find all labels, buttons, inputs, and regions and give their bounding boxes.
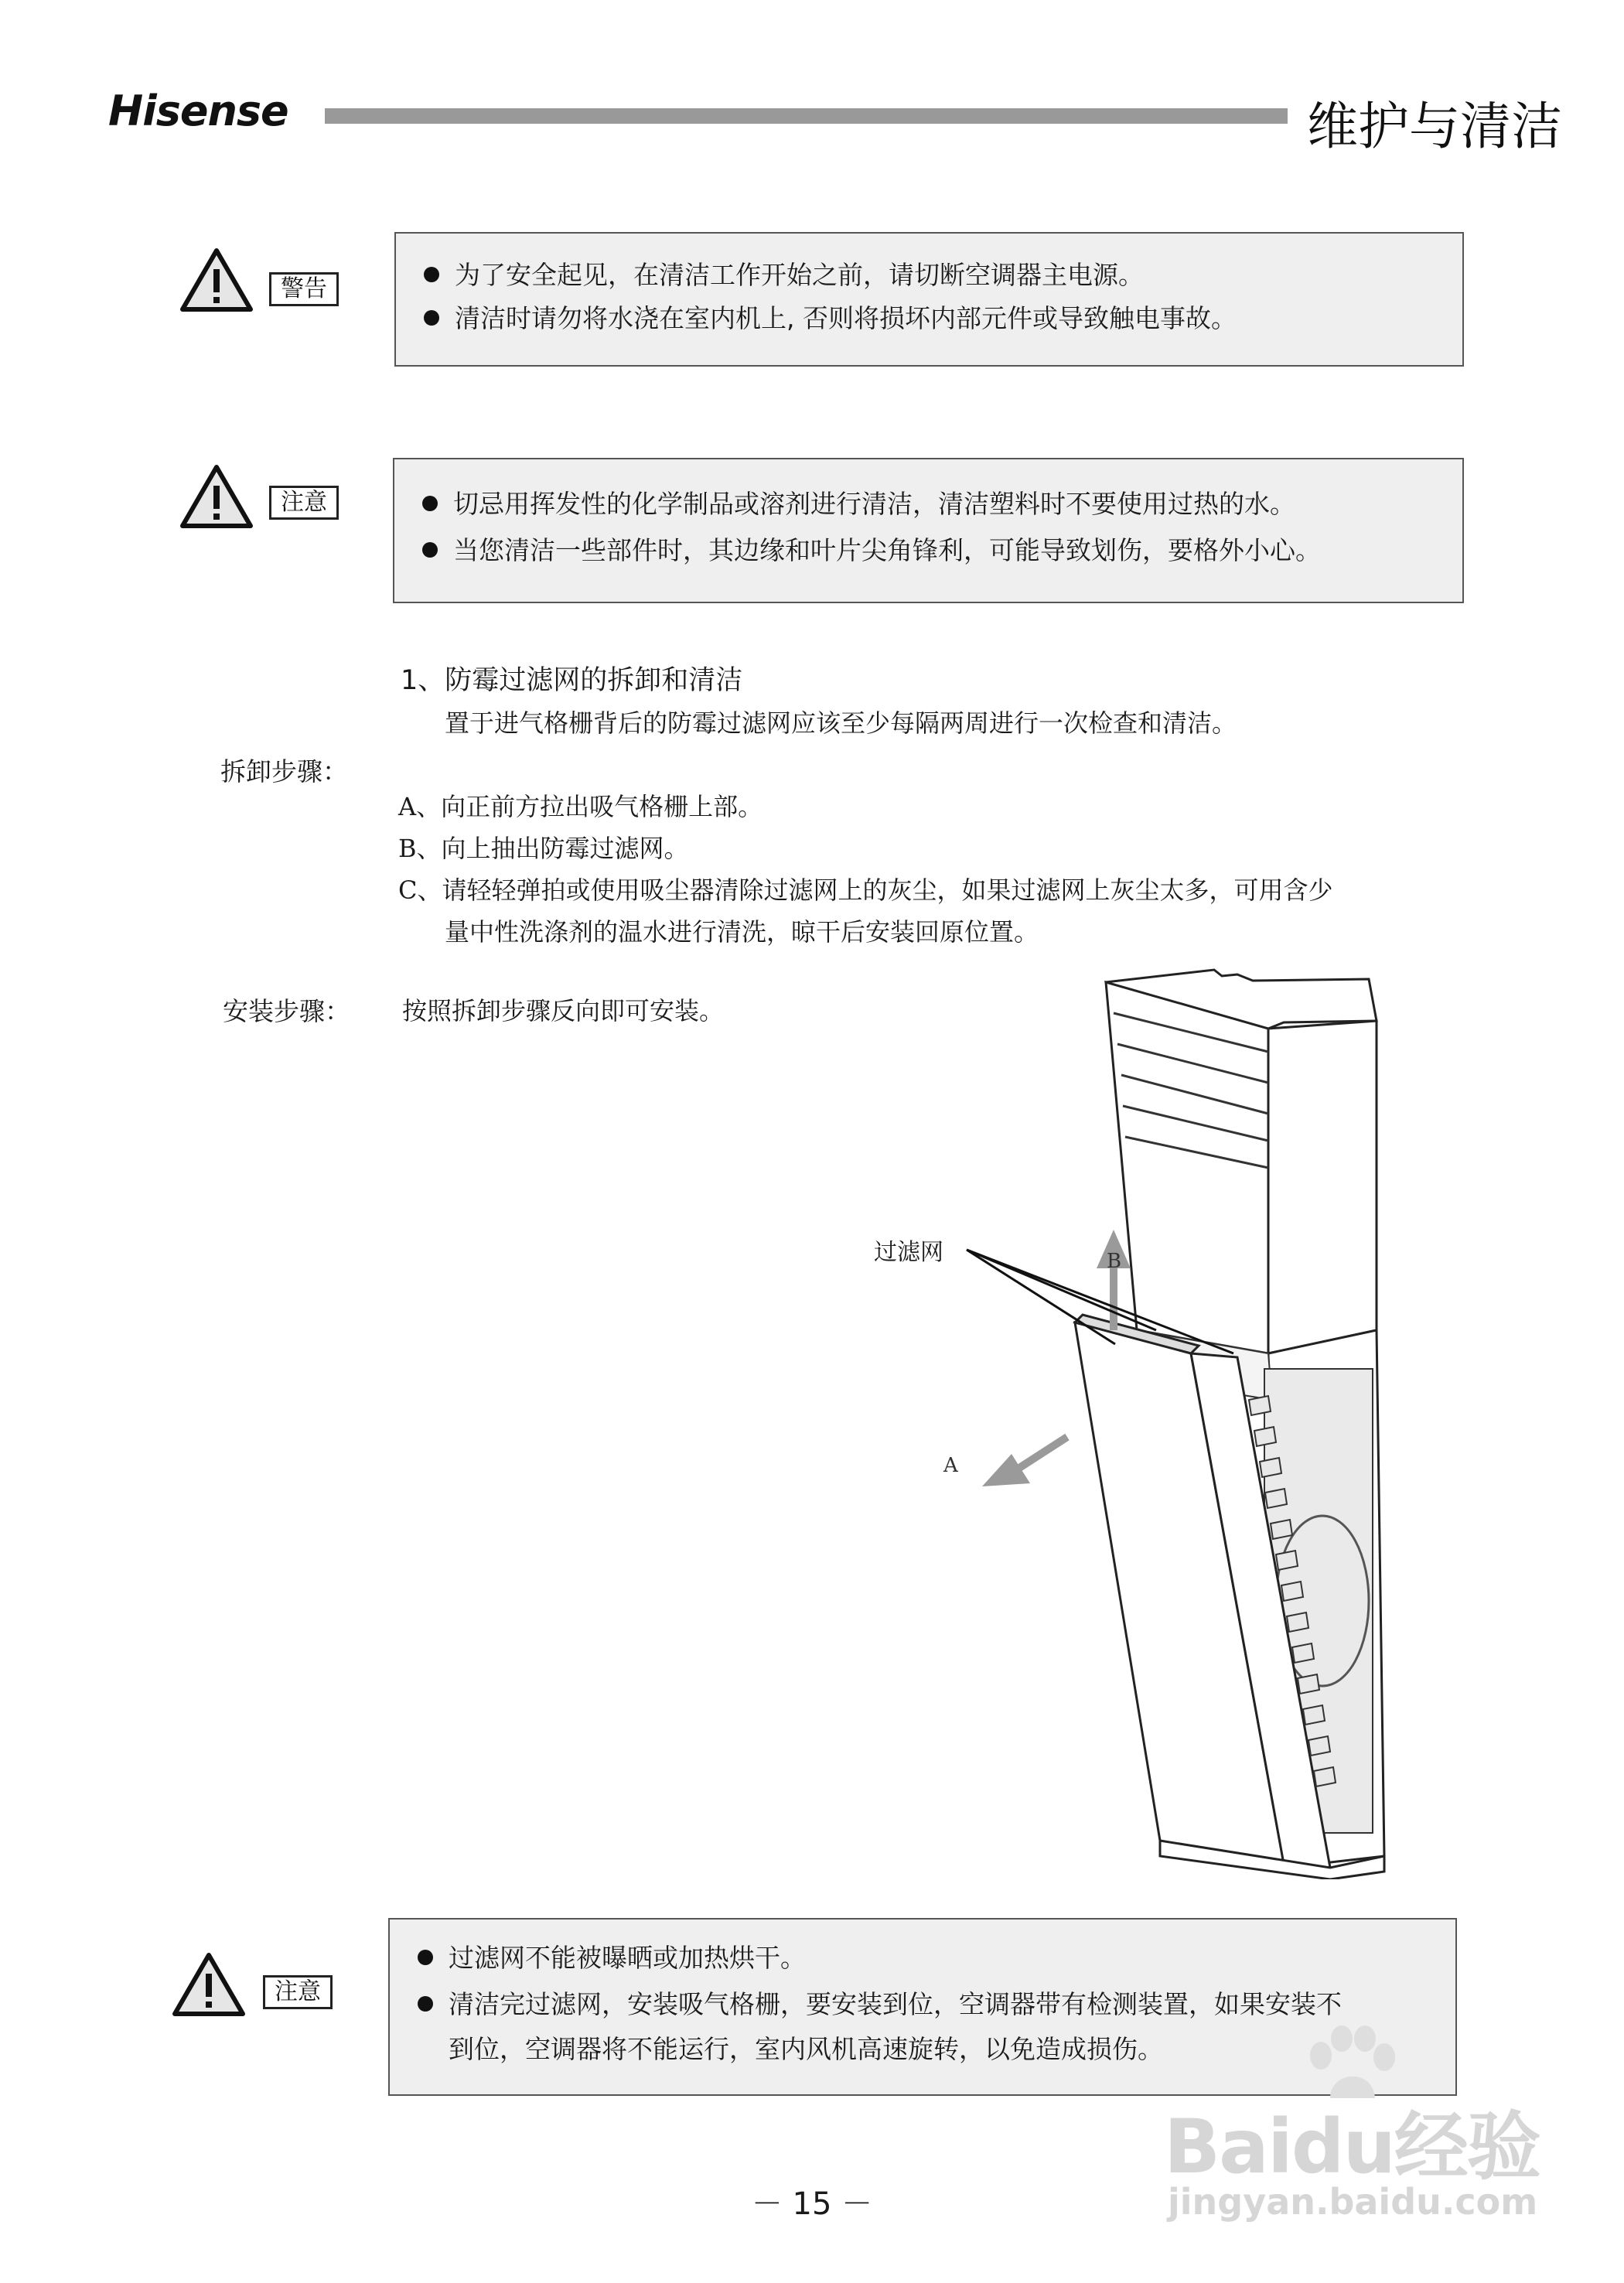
arrow-pull-icon	[982, 1437, 1067, 1486]
bullet-icon	[422, 496, 438, 511]
section-heading: 1、防霉过滤网的拆卸和清洁	[401, 665, 743, 696]
header-rule	[325, 108, 1288, 124]
arrow-a-label: A	[943, 1454, 958, 1477]
caution-triangle-icon	[179, 464, 254, 529]
section-title: 维护与清洁	[1307, 97, 1562, 156]
bullet-icon	[418, 1950, 433, 1965]
brand-logo: Hisense	[108, 87, 288, 135]
removal-label: 拆卸步骤：	[220, 756, 348, 787]
list-item: 过滤网不能被曝晒或加热烘干。	[418, 1941, 806, 1975]
section-intro: 置于进气格栅背后的防霉过滤网应该至少每隔两周进行一次检查和清洁。	[445, 708, 1237, 738]
caution-tag: 注意	[263, 1975, 333, 2009]
list-item: 清洁时请勿将水浇在室内机上, 否则将损坏内部元件或导致触电事故。	[424, 302, 1237, 336]
list-item-continued: 到位，空调器将不能运行，室内风机高速旋转，以免造成损伤。	[449, 2034, 1163, 2064]
bullet-icon	[422, 542, 438, 558]
warning-triangle-icon	[179, 247, 254, 312]
list-item: 清洁完过滤网，安装吸气格栅，要安装到位，空调器带有检测装置，如果安装不	[418, 1988, 1342, 2022]
arrow-up-icon	[1097, 1230, 1131, 1330]
filter-callout-label: 过滤网	[874, 1239, 943, 1266]
caution-box	[393, 458, 1464, 603]
arrow-b-label: B	[1107, 1250, 1122, 1273]
install-text: 按照拆卸步骤反向即可安装。	[402, 996, 725, 1025]
bullet-icon	[418, 1996, 433, 2012]
caution-triangle-icon	[172, 1952, 246, 2017]
caution-box	[388, 1918, 1457, 2096]
watermark-url: jingyan.baidu.com	[1168, 2181, 1538, 2223]
warning-tag: 警告	[269, 272, 339, 306]
bullet-icon	[424, 267, 439, 282]
step-c: C、请轻轻弹拍或使用吸尘器清除过滤网上的灰尘，如果过滤网上灰尘太多，可用含少	[398, 875, 1333, 905]
step-c-continued: 量中性洗涤剂的温水进行清洗，晾干后安装回原位置。	[445, 917, 1039, 947]
step-b: B、向上抽出防霉过滤网。	[398, 834, 689, 863]
ac-unit-illustration	[851, 967, 1407, 1879]
warning-box	[394, 232, 1464, 367]
list-item: 切忌用挥发性的化学制品或溶剂进行清洁，清洁塑料时不要使用过热的水。	[422, 487, 1295, 521]
caution-tag: 注意	[269, 486, 339, 520]
bullet-icon	[424, 310, 439, 326]
list-item: 当您清洁一些部件时，其边缘和叶片尖角锋利，可能导致划伤，要格外小心。	[422, 534, 1321, 568]
install-label: 安装步骤：	[223, 996, 350, 1026]
watermark-brand: Baidu经验	[1164, 2104, 1540, 2190]
page-number: － 15 －	[751, 2186, 873, 2222]
list-item: 为了安全起见，在清洁工作开始之前，请切断空调器主电源。	[424, 258, 1144, 292]
step-a: A、向正前方拉出吸气格栅上部。	[398, 792, 763, 821]
